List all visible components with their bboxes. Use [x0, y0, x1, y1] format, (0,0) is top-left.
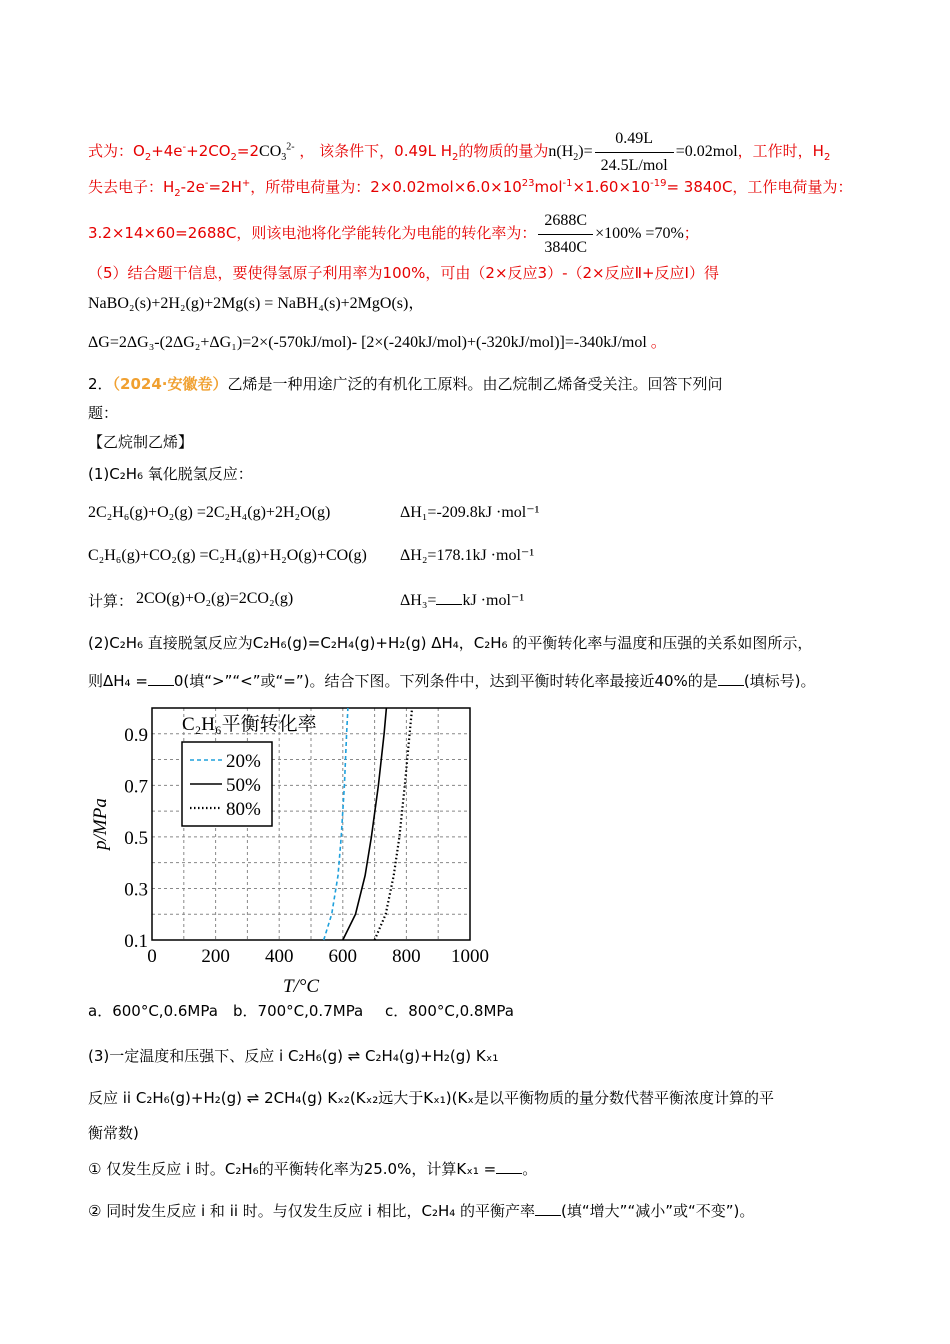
reaction-1: 2C₂H₆(g)+O₂(g) =2C₂H₄(g)+2H₂O(g) [88, 504, 331, 521]
answer-text: 式为：O [88, 142, 145, 161]
y-tick-label: 0.3 [124, 879, 148, 901]
reaction-3: 2CO(g)+O₂(g)=2CO₂(g) [136, 590, 294, 607]
answer-text: -2e [180, 178, 205, 196]
answer-blank[interactable] [535, 1201, 561, 1216]
answer-text: +4e [151, 142, 183, 161]
section-title: 【乙烷制乙烯】 [88, 433, 194, 451]
answer-line-3 [88, 210, 699, 259]
answer-line-4: （5）结合题干信息，要使得氢原子利用率为100%，可由（2×反应3）-（2×反应Ⅱ+反应Ⅰ）得 [88, 264, 719, 282]
calc-label: 计算： [88, 592, 134, 610]
y-tick-label: 0.1 [124, 931, 148, 952]
q3-sub-2: ② 同时发生反应 i 和 ii 时。与仅发生反应 i 相比，C₂H₄ 的平衡产率 (填“增大”“减小”或“不变”)。 [88, 1202, 755, 1220]
answer-text: ， 该条件下，0.49L H [299, 142, 452, 161]
answer-blank[interactable] [718, 671, 744, 686]
answer-text: 3.2×14×60=2688C，则该电池将化学能转化为电能的转化率为： [88, 224, 537, 243]
x-tick-label: 800 [392, 946, 421, 967]
answer-line-1: 式为：$O_2+4e^-+2CO_2=2CO_3^{2-}$ ， 该条件下，0.49L $H_2$的物质的量为$n(H_2)=$ $\frac{0.49L}{\text{24.5L/mol}}$ =0.02mol，工作时，$H_2$ [88, 130, 831, 174]
answer-blank[interactable] [496, 1159, 522, 1174]
x-tick-label: 400 [264, 946, 294, 967]
answer-text: mol [534, 178, 563, 196]
answer-equation-2: ΔG=2ΔG₃-(2ΔG₂+ΔG₁)=2×(-570kJ/mol)- [2×(-240kJ/mol)+(-320kJ/mol)]=-340kJ/mol 。 [88, 334, 667, 351]
series-line-20pct [324, 708, 348, 940]
option-b[interactable]: b．700°C,0.7MPa [233, 1002, 364, 1020]
answer-text: ，所带电荷量为：2×0.02mol×6.0×10 [250, 178, 522, 196]
answer-text: 的物质的量为 [458, 142, 549, 161]
question-header [88, 373, 723, 395]
question-intro-cont: 题： [88, 404, 119, 422]
answer-text: ； [683, 224, 699, 243]
x-tick-label: 0 [147, 946, 157, 967]
legend-label: 20% [226, 751, 261, 772]
series-line-50pct [343, 708, 387, 940]
q3-line-3: 衡常数) [88, 1124, 139, 1142]
reaction-2: C₂H₆(g)+CO₂(g) =C₂H₄(g)+H₂O(g)+CO(g) [88, 547, 367, 564]
q3-line-1: (3)一定温度和压强下、反应 i C₂H₆(g) ⇌ C₂H₄(g)+H₂(g) Kₓ₁ [88, 1047, 499, 1065]
answer-text: = 3840C，工作电荷量为： [666, 178, 853, 196]
y-axis-label: p/MPa [90, 798, 111, 850]
reaction-3-enthalpy: ΔH₃= kJ ·mol⁻¹ [400, 592, 525, 609]
answer-text: 失去电子：H [88, 178, 175, 196]
efficiency-expression: $\frac{2688C}{3840C}$ ×100% =70% [536, 225, 683, 242]
y-tick-label: 0.5 [124, 827, 148, 849]
option-a[interactable]: a．600°C,0.6MPa [88, 1002, 218, 1020]
question-number: 2． [88, 375, 113, 393]
q2-line-1: (2)C₂H₆ 直接脱氢反应为C₂H₆(g)=C₂H₄(g)+H₂(g) ΔH₄，C₂H₆ 的平衡转化率与温度和压强的关系如图所示， [88, 634, 813, 652]
x-tick-label: 200 [201, 946, 230, 967]
reaction-1-enthalpy: ΔH₁=-209.8kJ ·mol⁻¹ [400, 504, 540, 521]
x-tick-label: 600 [328, 946, 358, 967]
answer-blank[interactable] [436, 590, 462, 605]
question-intro: 乙烯是一种用途广泛的有机化工原料。由乙烷制乙烯备受关注。回答下列问 [227, 375, 723, 393]
answer-equation-1: NaBO₂(s)+2H₂(g)+2Mg(s) = NaBH₄(s)+2MgO(s)， [88, 295, 425, 312]
x-tick-label: 1000 [451, 946, 489, 967]
reaction-2-enthalpy: ΔH₂=178.1kJ ·mol⁻¹ [400, 547, 535, 564]
conversion-chart [88, 700, 508, 1000]
question-source: （2024·安徽卷） [112, 375, 228, 393]
x-axis-label: T/°C [282, 976, 320, 997]
q3-sub-1: ① 仅发生反应 i 时。C₂H₆的平衡转化率为25.0%，计算Kₓ₁ = 。 [88, 1160, 538, 1178]
legend-label: 80% [226, 799, 261, 820]
q1-title: (1)C₂H₆ 氧化脱氢反应： [88, 465, 253, 483]
answer-text: =2H [208, 178, 242, 196]
answer-text: ×1.60×10 [572, 178, 651, 196]
answer-line-2: 失去电子：$H_2-2e^-=2H^+$，所带电荷量为：$2\times 0.02mol\times 6.0\times 10^{23}mol^{-1}\times 1.60\times 10^{-19}= 3840C$，工作电荷量为： [88, 178, 853, 199]
option-c[interactable]: c．800°C,0.8MPa [385, 1002, 514, 1020]
answer-text: =2 [236, 142, 260, 161]
y-tick-label: 0.9 [124, 724, 148, 746]
legend-label: 50% [226, 775, 261, 796]
y-tick-label: 0.7 [124, 776, 148, 798]
q3-line-2: 反应 ii C₂H₆(g)+H₂(g) ⇌ 2CH₄(g) Kₓ₂(Kₓ₂远大于Kₓ₁)(Kₓ是以平衡物质的量分数代替平衡浓度计算的平 [88, 1089, 774, 1107]
answer-blank[interactable] [148, 671, 174, 686]
q2-line-2: 则ΔH₄ = 0(填“>”“<”或“=”)。结合下图。下列条件中，达到平衡时转化率最接近40%的是 (填标号)。 [88, 672, 816, 690]
chart-title: C₂H₆平衡转化率 [182, 714, 317, 735]
chart-svg [88, 700, 508, 1000]
answer-text: +2CO [186, 142, 231, 161]
carbonate-formula: $CO_3^{2-}$ [259, 141, 295, 164]
answer-text: ，工作时，H [737, 142, 824, 161]
moles-expression: $n(H_2)=$ $\frac{0.49L}{\text{24.5L/mol}}$ =0.02mol [548, 130, 738, 174]
